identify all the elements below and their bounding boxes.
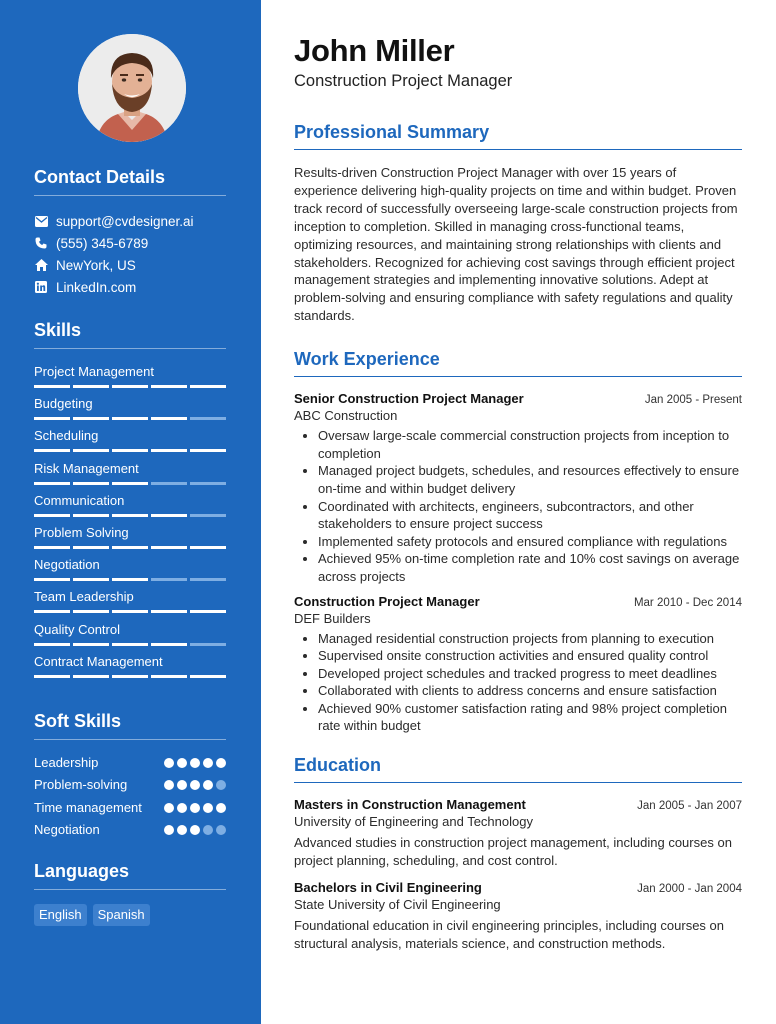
rating-dot bbox=[177, 803, 187, 813]
skill-level-bar bbox=[34, 578, 226, 581]
job-entry bbox=[294, 391, 742, 585]
skill-item bbox=[34, 588, 226, 620]
skill-level-segment bbox=[151, 482, 187, 485]
education-heading: Education bbox=[294, 755, 742, 783]
skill-level-bar bbox=[34, 643, 226, 646]
contact-email-text: support@cvdesigner.ai bbox=[56, 213, 194, 229]
skill-level-segment bbox=[73, 514, 109, 517]
job-bullet: • Achieved 90% customer satisfaction rating and 98% project completion rate within budget bbox=[318, 700, 742, 735]
contact-heading: Contact Details bbox=[34, 167, 226, 196]
skill-level-bar bbox=[34, 449, 226, 452]
languages-heading: Languages bbox=[34, 861, 226, 890]
skill-name: Budgeting bbox=[34, 396, 93, 412]
education-description: Foundational education in civil engineering principles, including courses on structural analysis, materials science, and construction methods. bbox=[294, 917, 724, 951]
school-name: State University of Civil Engineering bbox=[294, 896, 501, 912]
skill-level-bar bbox=[34, 514, 226, 517]
skill-level-segment bbox=[73, 449, 109, 452]
skills-heading: Skills bbox=[34, 320, 226, 349]
soft-skills-list bbox=[34, 754, 227, 839]
skill-level-segment bbox=[34, 417, 70, 420]
soft-skill-name: Problem-solving bbox=[34, 777, 128, 793]
skill-level-segment bbox=[34, 578, 70, 581]
skill-name: Project Management bbox=[34, 364, 154, 379]
summary-section bbox=[294, 122, 742, 325]
avatar-illustration bbox=[78, 34, 186, 142]
skill-level-segment bbox=[34, 643, 70, 646]
rating-dot bbox=[177, 825, 187, 835]
job-company: DEF Builders bbox=[294, 610, 371, 626]
rating-dot bbox=[216, 825, 226, 835]
rating-dot bbox=[190, 780, 200, 790]
soft-skill-item bbox=[34, 821, 226, 839]
skill-level-segment bbox=[73, 610, 109, 613]
job-date: Mar 2010 - Dec 2014 bbox=[633, 596, 742, 609]
skill-name: Risk Management bbox=[34, 460, 139, 476]
skill-level-bar bbox=[34, 417, 226, 420]
skill-level-bar bbox=[34, 385, 226, 388]
rating-dot bbox=[164, 758, 174, 768]
skill-level-segment bbox=[112, 578, 148, 581]
sidebar bbox=[0, 0, 261, 1024]
job-header bbox=[294, 594, 742, 609]
soft-skill-name: Negotiation bbox=[34, 822, 100, 838]
skill-item bbox=[34, 556, 226, 588]
skill-level-segment bbox=[112, 417, 148, 420]
skill-level-segment bbox=[151, 578, 187, 581]
skill-level-segment bbox=[151, 514, 187, 517]
soft-skill-rating bbox=[164, 780, 226, 790]
skill-level-segment bbox=[151, 546, 187, 549]
skill-level-segment bbox=[112, 546, 148, 549]
job-bullet: • Coordinated with architects, engineers, subcontractors, and other stakeholders to ensure project success bbox=[318, 498, 742, 533]
education-header bbox=[294, 880, 742, 895]
skill-level-segment bbox=[151, 385, 187, 388]
skill-level-bar bbox=[34, 482, 226, 485]
rating-dot bbox=[164, 825, 174, 835]
skill-level-segment bbox=[34, 675, 70, 678]
skill-level-segment bbox=[112, 482, 148, 485]
rating-dot bbox=[216, 758, 226, 768]
job-company: ABC Construction bbox=[294, 408, 398, 424]
rating-dot bbox=[164, 780, 174, 790]
rating-dot bbox=[177, 780, 187, 790]
soft-skill-item bbox=[34, 799, 226, 817]
education-header bbox=[294, 797, 742, 812]
job-bullets bbox=[294, 427, 742, 585]
education-entry bbox=[294, 797, 742, 870]
skill-level-segment bbox=[112, 643, 148, 646]
skill-level-bar bbox=[34, 546, 226, 549]
skill-name: Contract Management bbox=[34, 653, 163, 669]
skill-level-bar bbox=[34, 675, 226, 678]
skills-list bbox=[34, 363, 227, 685]
skill-level-segment bbox=[73, 385, 109, 388]
contact-location-text: NewYork, US bbox=[56, 257, 136, 273]
skill-level-segment bbox=[190, 643, 226, 646]
skill-name: Scheduling bbox=[34, 428, 99, 444]
rating-dot bbox=[190, 803, 200, 813]
skill-level-segment bbox=[190, 514, 226, 517]
rating-dot bbox=[203, 780, 213, 790]
job-date: Jan 2005 - Present bbox=[644, 394, 742, 407]
skill-level-segment bbox=[190, 482, 226, 485]
rating-dot bbox=[177, 758, 187, 768]
skill-level-segment bbox=[112, 610, 148, 613]
skill-level-segment bbox=[112, 449, 148, 452]
languages-list bbox=[34, 904, 227, 926]
skill-level-segment bbox=[112, 675, 148, 678]
summary-text: Results-driven Construction Project Manager with over 15 years of experience delivering high-quality projects on time and within budget. Proven track record of successfully overseeing large-scale construction projects from inception to completion. Skilled in managing cross-functional teams, optimizing resources, and maintaining strong relationships with clients and stakeholders. Recognized for achieving cost savings through efficient project management strategies and implementing innovative solutions. Adept at problem-solving and ensuring compliance with safety regulations and quality standards. bbox=[294, 165, 738, 324]
contact-linkedin-text: LinkedIn.com bbox=[56, 279, 137, 295]
skill-level-segment bbox=[73, 417, 109, 420]
job-bullet: • Collaborated with clients to address concerns and ensure satisfaction bbox=[318, 682, 742, 700]
language-tag: Spanish bbox=[93, 904, 150, 926]
skill-name: Quality Control bbox=[34, 621, 120, 637]
skill-item bbox=[34, 460, 226, 492]
skill-level-segment bbox=[190, 385, 226, 388]
contact-linkedin[interactable] bbox=[34, 276, 227, 298]
skill-level-segment bbox=[34, 546, 70, 549]
soft-skill-rating bbox=[164, 825, 226, 835]
skill-level-segment bbox=[34, 482, 70, 485]
home-icon bbox=[34, 258, 48, 272]
skill-level-segment bbox=[151, 449, 187, 452]
skill-name: Team Leadership bbox=[34, 589, 134, 605]
skill-level-segment bbox=[190, 610, 226, 613]
main-content bbox=[261, 0, 776, 1024]
education-date: Jan 2000 - Jan 2004 bbox=[637, 882, 742, 895]
job-bullet: • Implemented safety protocols and ensured compliance with regulations bbox=[318, 533, 742, 551]
linkedin-icon bbox=[34, 280, 48, 294]
skill-level-segment bbox=[73, 482, 109, 485]
skill-item bbox=[34, 427, 226, 459]
skill-item bbox=[34, 653, 226, 685]
skill-level-segment bbox=[112, 514, 148, 517]
summary-heading: Professional Summary bbox=[294, 122, 742, 150]
soft-skill-rating bbox=[164, 803, 226, 813]
rating-dot bbox=[203, 758, 213, 768]
rating-dot bbox=[190, 758, 200, 768]
education-section bbox=[294, 755, 742, 953]
rating-dot bbox=[203, 825, 213, 835]
work-section bbox=[294, 349, 742, 735]
rating-dot bbox=[216, 803, 226, 813]
skill-level-bar bbox=[34, 610, 226, 613]
skill-level-segment bbox=[73, 643, 109, 646]
photo-wrap bbox=[34, 34, 227, 142]
job-bullet: • Oversaw large-scale commercial construction projects from inception to completion bbox=[318, 427, 742, 462]
skill-item bbox=[34, 524, 226, 556]
skill-name: Negotiation bbox=[34, 557, 100, 573]
education-description: Advanced studies in construction project management, including courses on project planning, scheduling, and cost control. bbox=[294, 835, 732, 868]
skill-name: Communication bbox=[34, 492, 125, 508]
contact-location bbox=[34, 254, 227, 276]
skill-item bbox=[34, 395, 226, 427]
education-date: Jan 2005 - Jan 2007 bbox=[637, 800, 742, 813]
contact-email[interactable] bbox=[34, 210, 227, 232]
person-title: Construction Project Manager bbox=[294, 72, 513, 90]
skill-level-segment bbox=[34, 610, 70, 613]
skill-level-segment bbox=[34, 385, 70, 388]
skill-level-segment bbox=[73, 578, 109, 581]
rating-dot bbox=[190, 825, 200, 835]
profile-photo bbox=[78, 34, 186, 142]
soft-skill-name: Time management bbox=[34, 799, 142, 815]
skill-level-segment bbox=[151, 643, 187, 646]
skill-level-segment bbox=[73, 675, 109, 678]
skill-level-segment bbox=[151, 675, 187, 678]
rating-dot bbox=[164, 803, 174, 813]
job-bullet: • Developed project schedules and tracked progress to meet deadlines bbox=[318, 665, 742, 683]
skill-level-segment bbox=[190, 578, 226, 581]
skill-name: Problem Solving bbox=[34, 524, 129, 540]
skill-item bbox=[34, 492, 226, 524]
skill-level-segment bbox=[151, 417, 187, 420]
degree-title: Bachelors in Civil Engineering bbox=[294, 879, 482, 895]
job-title: Senior Construction Project Manager bbox=[294, 391, 524, 407]
soft-skills-heading: Soft Skills bbox=[34, 711, 226, 740]
skill-level-segment bbox=[34, 449, 70, 452]
skill-level-segment bbox=[73, 546, 109, 549]
soft-skill-rating bbox=[164, 758, 226, 768]
job-bullet: • Managed residential construction projects from planning to execution bbox=[318, 630, 742, 648]
person-name: John Miller bbox=[294, 33, 455, 68]
skill-level-segment bbox=[151, 610, 187, 613]
rating-dot bbox=[216, 780, 226, 790]
skill-level-segment bbox=[190, 675, 226, 678]
soft-skill-item bbox=[34, 776, 226, 794]
work-heading: Work Experience bbox=[294, 349, 742, 377]
job-bullet: • Managed project budgets, schedules, and resources effectively to ensure on-time and within budget delivery bbox=[318, 462, 742, 497]
job-bullet: • Supervised onsite construction activities and ensured quality control bbox=[318, 647, 742, 665]
education-entry bbox=[294, 880, 742, 953]
contact-phone[interactable] bbox=[34, 232, 227, 254]
degree-title: Masters in Construction Management bbox=[294, 797, 526, 813]
soft-skill-item bbox=[34, 754, 226, 772]
language-tag: English bbox=[34, 904, 87, 926]
job-entry bbox=[294, 594, 742, 736]
job-title: Construction Project Manager bbox=[294, 593, 480, 609]
envelope-icon bbox=[34, 214, 48, 228]
skill-level-segment bbox=[190, 417, 226, 420]
job-header bbox=[294, 391, 742, 406]
skill-level-segment bbox=[190, 449, 226, 452]
skill-level-segment bbox=[34, 514, 70, 517]
skill-level-segment bbox=[190, 546, 226, 549]
skill-level-segment bbox=[112, 385, 148, 388]
school-name: University of Engineering and Technology bbox=[294, 814, 533, 830]
contact-list bbox=[34, 210, 227, 298]
phone-icon bbox=[34, 236, 48, 250]
skill-item bbox=[34, 621, 226, 653]
skill-item bbox=[34, 363, 226, 395]
rating-dot bbox=[203, 803, 213, 813]
soft-skill-name: Leadership bbox=[34, 754, 99, 770]
job-bullets bbox=[294, 630, 742, 736]
contact-phone-text: (555) 345-6789 bbox=[56, 235, 149, 251]
job-bullet: • Achieved 95% on-time completion rate and 10% cost savings on average across projects bbox=[318, 550, 742, 585]
